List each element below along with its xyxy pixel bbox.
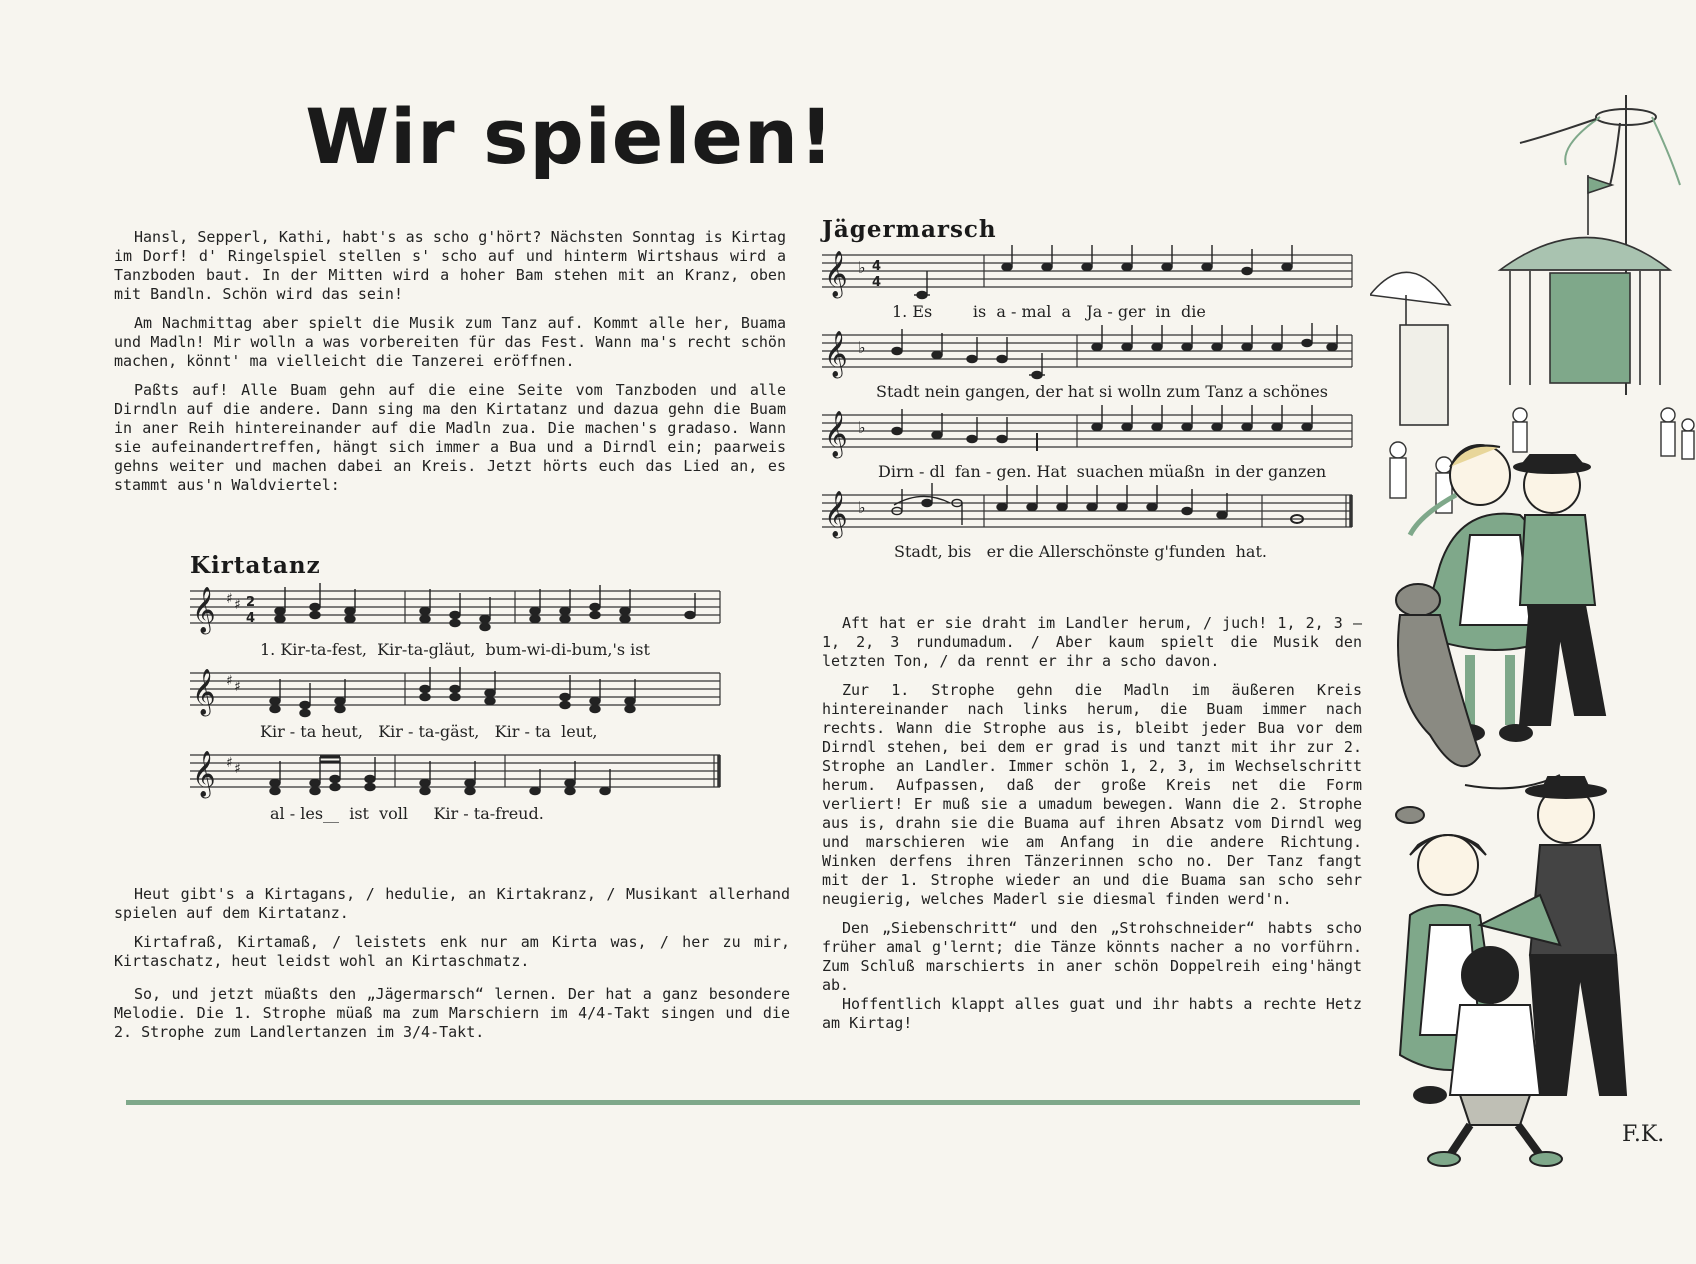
svg-text:𝄞: 𝄞 [192, 587, 216, 633]
svg-text:𝄞: 𝄞 [824, 251, 848, 297]
staff-block [190, 579, 730, 661]
lyric-line: 1. Es is a - mal a Ja - ger in die [892, 302, 1206, 321]
svg-text:♯: ♯ [226, 591, 233, 607]
lyric-line: Dirn - dl fan - gen. Hat suachen müaßn in der ganzen [878, 462, 1327, 481]
svg-text:♯: ♯ [234, 761, 241, 777]
carousel-icon [1500, 175, 1670, 385]
music-staff-icon [822, 243, 1362, 301]
svg-text:4: 4 [246, 611, 256, 626]
staff-block [822, 323, 1362, 403]
instructions-paragraph-1: Aft hat er sie draht im Landler herum, / juch! 1, 2, 3 — 1, 2, 3 rundumadum. / Aber kaum spielt die Musik den letzten Ton, / da rennt er ihr a scho davon. [822, 614, 1362, 670]
staff-block [822, 403, 1362, 483]
svg-text:𝄞: 𝄞 [824, 331, 848, 377]
children-group [1400, 777, 1626, 1166]
staff-block [822, 243, 1362, 323]
lyric-line: Stadt, bis er die Allerschönste g'funden hat. [894, 542, 1267, 561]
svg-text:2: 2 [246, 595, 256, 610]
dance-instructions [822, 614, 1362, 1043]
svg-text:4: 4 [872, 259, 882, 274]
staff-block [190, 661, 730, 743]
svg-text:♭: ♭ [858, 418, 866, 437]
music-staff-icon [822, 483, 1362, 541]
svg-text:𝄞: 𝄞 [192, 751, 216, 797]
music-staff-icon [190, 743, 730, 803]
svg-text:♯: ♯ [234, 597, 241, 613]
song-kirtatanz [190, 552, 730, 825]
svg-text:♯: ♯ [234, 679, 241, 695]
music-staff-icon [190, 661, 730, 721]
divider [126, 1100, 1360, 1105]
music-staff-icon [822, 323, 1362, 381]
kirtatanz-verses [114, 885, 790, 1052]
song-title-kirtatanz: Kirtatanz [190, 552, 321, 579]
umbrella-stall [1370, 272, 1450, 425]
svg-text:4: 4 [872, 275, 882, 290]
song-title-jaegermarsch: Jägermarsch [822, 216, 997, 243]
svg-text:♭: ♭ [858, 258, 866, 277]
svg-text:♯: ♯ [226, 673, 233, 689]
svg-text:♯: ♯ [226, 755, 233, 771]
instructions-paragraph-2: Zur 1. Strophe gehn die Madln im äußeren Kreis hintereinander nach links herum, die Buam immer nach rechts. Wann die Strophe aus is, bleibt jeder Bua vor dem Dirndl stehen, bei dem er grad is und tanzt mit ihr zur 2. Strophe an Landler. Immer schön 1, 2, 3, im Wechselschritt herum. Aufpassen, daß der große Kreis net die Form verliert! Er muß sie a umadum bewegen. Wann die 2. Strophe aus is, drahn sie die Buama auf ihren Absatz vom Dirndl weg und marschieren wie am Anfang in die andere Richtung. Winken derfens ihren Tänzerinnen scho no. Der Tanz fangt mit der 1. Strophe wieder an und die Buama san scho sehr neugierig, welches Maderl sie diesmal finden werd'n. [822, 681, 1362, 908]
intro-paragraph-3: Paßts auf! Alle Buam gehn auf die eine Seite vom Tanzboden und alle Dirndln auf die andere. Dann sing ma den Kirtatanz und dazua gehn die Buam in aner Reih hintereinander auf die Madln zua. Die machen's gradaso. Wann sie aufeinandertreffen, hängt sich immer a Bua und a Dirndl ein; paarweis gehns weiter und machen dabei an Kreis. Jetzt hörts euch das Lied an, es stammt aus'n Waldviertel: [114, 381, 786, 494]
intro-paragraph-1: Hansl, Sepperl, Kathi, habt's as scho g'hört? Nächsten Sonntag is Kirtag im Dorf! d' Ringelspiel stellen s' scho auf und hinterm Wirtshaus wird a Tanzboden baut. In der Mitten wird a hoher Bam stehen mit an Kranz, oben mit Bandln. Schön wird das sein! [114, 228, 786, 303]
music-staff-icon [822, 403, 1362, 461]
song-jaegermarsch [822, 216, 1362, 563]
lyric-line: 1. Kir-ta-fest, Kir-ta-gläut, bum-wi-di-bum,'s ist [260, 640, 650, 659]
verse-paragraph-2: Kirtafraß, Kirtamaß, / leistets enk nur am Kirta was, / her zu mir, Kirtaschatz, heut leidst wohl an Kirtaschmatz. [114, 933, 790, 970]
lyric-line: al - les__ ist voll Kir - ta-freud. [270, 804, 544, 823]
verse-paragraph-3: So, und jetzt müaßts den „Jägermarsch“ lernen. Der hat a ganz besondere Melodie. Die 1. Strophe müaß ma zum Marschiern im 4/4-Takt singen und die 2. Strophe zum Landlertanzen im 3/4-Takt. [114, 985, 790, 1041]
svg-text:♭: ♭ [858, 498, 866, 517]
dancing-children-icon [1370, 95, 1696, 1175]
artist-signature: F.K. [1622, 1122, 1665, 1147]
staff-block [190, 743, 730, 825]
intro-paragraph-2: Am Nachmittag aber spielt die Musik zum Tanz auf. Kommt alle her, Buama und Madln! Mir wolln a was vorbereiten für das Fest. Wann ma's recht schön machen, könnt' ma vielleicht die Tanzerei eröffnen. [114, 314, 786, 370]
lyric-line: Stadt nein gangen, der hat si wolln zum Tanz a schönes [876, 382, 1328, 401]
instructions-paragraph-3: Den „Siebenschritt“ und den „Strohschneider“ habts scho früher amal g'lernt; die Tänze könnts nacher a no vorführn. Zum Schluß marschierts in aner schön Doppelreih eing'hängt ab. [822, 919, 1362, 994]
lyric-line: Kir - ta heut, Kir - ta-gäst, Kir - ta leut, [260, 722, 598, 741]
svg-text:𝄞: 𝄞 [192, 669, 216, 715]
svg-text:♭: ♭ [858, 338, 866, 357]
intro-column [114, 228, 786, 505]
svg-text:𝄞: 𝄞 [824, 491, 848, 537]
music-staff-icon [190, 579, 730, 639]
page-title: Wir spielen! [305, 92, 835, 181]
instructions-paragraph-4: Hoffentlich klappt alles guat und ihr habts a rechte Hetz am Kirtag! [822, 995, 1362, 1032]
verse-paragraph-1: Heut gibt's a Kirtagans, / hedulie, an Kirtakranz, / Musikant allerhand spielen auf dem Kirtatanz. [114, 885, 790, 922]
svg-text:𝄞: 𝄞 [824, 411, 848, 457]
staff-block [822, 483, 1362, 563]
